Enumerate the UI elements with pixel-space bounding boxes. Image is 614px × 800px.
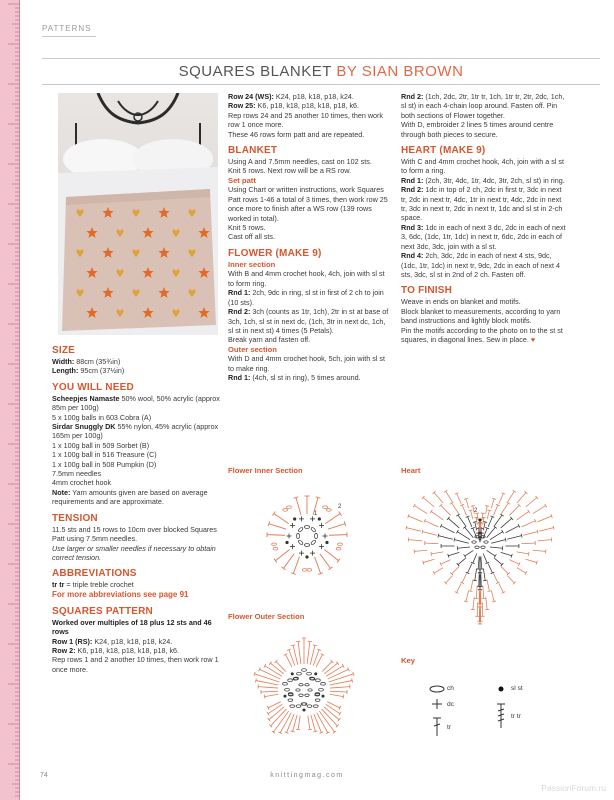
tension-note: Use larger or smaller needles if necessary to obtain correct tension. [52, 543, 216, 562]
label-flower-inner: Flower Inner Section [228, 466, 303, 475]
page-number: 74 [40, 772, 48, 779]
label-key: Key [401, 656, 415, 665]
heading-you-will-need: YOU WILL NEED [52, 381, 134, 393]
squares-row-1: Row 1 (RS): K24, p18, k18, p18, k24. [52, 636, 173, 646]
title-rule-bottom [42, 84, 600, 85]
blanket-step: Knit 5 rows. Next row will be a RS row. [228, 166, 352, 176]
materials-item: 1 x 100g ball in 508 Pumpkin (D) [52, 459, 157, 469]
blanket-step: Using A and 7.5mm needles, cast on 102 sts. [228, 157, 372, 167]
watermark: PassionForum.ru [541, 783, 606, 793]
set-patt-step: Cast off all sts. [228, 232, 276, 242]
materials-yarn-1: Scheepjes Namaste 50% wool, 50% acrylic (approx 85m per 100g) [52, 393, 220, 413]
finish-step: Weave in ends on blanket and motifs. [401, 297, 521, 307]
key-tr-tr: tr tr [511, 713, 521, 720]
chart-key [401, 656, 571, 756]
heart-end-icon: ♥ [530, 334, 536, 344]
abbreviation-item: tr tr = triple treble crochet [52, 580, 134, 590]
size-length: Length: 95cm (37½in) [52, 366, 125, 376]
materials-item: 1 x 100g ball in 516 Treasure (C) [52, 450, 157, 460]
heading-to-finish: TO FINISH [401, 285, 453, 297]
inner-step: With B and 4mm crochet hook, 4ch, join with sl st to form ring. [228, 269, 385, 288]
materials-yarn-2: Sirdar Snuggly DK 55% nylon, 45% acrylic (approx 165m per 100g) [52, 422, 219, 441]
materials-item: 1 x 100g ball in 509 Sorbet (B) [52, 440, 150, 450]
heart-rnd-3: Rnd 3: 1dc in each of next 3 dc, 2dc in each of next 3, 6dc, (1dc, 1tr, 1dc) in next tr, 6dc, 2dc in each of next 3dc, 3dc, join with a sl st. [401, 222, 566, 251]
label-heart: Heart [401, 466, 421, 475]
blanket-photo [58, 93, 218, 335]
column-right [401, 92, 569, 344]
embroider-step: With D, embroider 2 lines 5 times around centre through both pieces to secure. [401, 120, 554, 139]
key-symbols [401, 656, 571, 756]
heart-rnd-2: Rnd 2: 1dc in top of 2 ch, 2dc in first tr, 3dc in next tr, 2dc in next tr, 4dc, 1tr in next tr, 4dc, 2dc in next tr, 3dc in next tr, 2dc in next tr, 1dc and sl st in 2-ch space. [401, 185, 563, 223]
heading-tension: TENSION [52, 512, 98, 524]
round-number: 2 [474, 508, 478, 514]
page-title: SQUARES BLANKET BY SIAN BROWN [178, 63, 464, 80]
label-flower-outer: Flower Outer Section [228, 612, 305, 621]
row-24: Row 24 (WS): K24, p18, k18, p18, k24. [228, 92, 354, 101]
column-middle [228, 92, 391, 383]
squares-repeat: Rep rows 1 and 2 another 10 times, then work row 1 once more. [52, 655, 219, 674]
flower-outer-chart [240, 624, 375, 764]
subheading-outer-section: Outer section [228, 344, 277, 354]
heading-flower: FLOWER (MAKE 9) [228, 247, 322, 259]
abbreviations-link[interactable]: For more abbreviations see page 91 [52, 589, 189, 599]
finish-step: Block blanket to measurements, according to yarn band instructions and lightly block motifs. [401, 306, 561, 326]
rows-form: These 46 rows form patt and are repeated. [228, 129, 365, 139]
outer-step: With D and 4mm crochet hook, 5ch, join with sl st to make ring. [228, 354, 385, 373]
outer-rnd-1: Rnd 1: (4ch, sl st in ring), 5 times around. [228, 373, 361, 383]
materials-note: Note: Yarn amounts given are based on average requirements and are approximate. [52, 487, 208, 507]
heading-squares-pattern: SQUARES PATTERN [52, 605, 153, 617]
squares-row-2: Row 2: K6, p18, k18, p18, k18, p18, k6. [52, 645, 180, 655]
heart-chart [398, 478, 568, 648]
inner-rnd-2: Rnd 2: 3ch (counts as 1tr, 1ch), 2tr in st at base of 3ch, 1ch, sl st in next dc, (1ch, 3tr in next dc, 1ch, sl st in next st) 4 times (5 Petals). [228, 307, 389, 335]
materials-item: 7.5mm needles [52, 469, 102, 479]
section-tag-rule [42, 36, 96, 37]
subheading-set-patt: Set patt [228, 175, 256, 185]
heading-blanket: BLANKET [228, 145, 278, 157]
outer-rnd-2: Rnd 2: (1ch, 2dc, 2tr, 1tr tr, 1ch, 1tr tr, 2tr, 2dc, 1ch, sl st) in each 4-chain loop around. Fasten off. Pin both sections of Flower together. [401, 92, 565, 120]
round-number: 1 [314, 511, 318, 517]
round-number: 2 [338, 504, 342, 510]
section-tag: PATTERNS [42, 24, 92, 33]
materials-item: 5 x 100g balls in 603 Cobra (A) [52, 412, 152, 422]
inner-rnd-1: Rnd 1: 2ch, 9dc in ring, sl st in first of 2 ch to join (10 sts). [228, 288, 384, 307]
site-url[interactable]: knittingmag.com [270, 772, 344, 779]
heart-rnd-4: Rnd 4: 2ch, 3dc, 2dc in each of next 4 sts, 9dc, (1dc, 1tr, 1dc) in next tr, 9dc, 2dc in each of next 4 sts, 3dc, sl st in 2nd of 2 ch. Fasten off. [401, 251, 561, 279]
rows-repeat: Rep rows 24 and 25 another 10 times, then work row 1 once more. [228, 110, 384, 130]
key-sl-st: sl st [511, 685, 523, 692]
set-patt-step: Knit 5 rows. [228, 223, 266, 233]
set-patt-step: Using Chart or written instructions, work Squares Patt rows 1-46 a total of 3 times, then work row 25 once more to finish after a WS row (139 rows worked in total). [228, 185, 388, 223]
materials-item: 4mm crochet hook [52, 478, 112, 488]
heading-size: SIZE [52, 345, 76, 356]
heart-step: With C and 4mm crochet hook, 4ch, join with a sl st to form a ring. [401, 157, 564, 176]
row-25: Row 25: K6, p18, k18, p18, k18, p18, k6. [228, 101, 360, 111]
title-rule-top [42, 58, 600, 59]
flower-inner-chart [252, 478, 362, 598]
ruler-ticks [0, 0, 20, 800]
heading-abbreviations: ABBREVIATIONS [52, 568, 137, 580]
heading-heart: HEART (MAKE 9) [401, 145, 486, 157]
size-width: Width: 88cm (35¾in) [52, 357, 121, 366]
key-ch: ch [447, 685, 454, 692]
subheading-inner-section: Inner section [228, 259, 276, 269]
squares-intro: Worked over multiples of 18 plus 12 sts and 46 rows [52, 617, 212, 637]
tension-text: 11.5 sts and 15 rows to 10cm over blocked Squares Patt using 7.5mm needles. [52, 524, 217, 544]
key-dc: dc [447, 701, 454, 708]
heart-rnd-1: Rnd 1: (2ch, 3tr, 4dc, 1tr, 4dc, 3tr, 2ch, sl st) in ring. [401, 175, 565, 185]
key-tr: tr [447, 724, 452, 731]
finish-step: Pin the motifs according to the photo on to the st st squares, in diagonal lines. Sew in place. ♥ [401, 325, 563, 344]
ruler-strip [0, 0, 20, 800]
inner-end: Break yarn and fasten off. [228, 335, 311, 345]
column-left [52, 345, 220, 674]
